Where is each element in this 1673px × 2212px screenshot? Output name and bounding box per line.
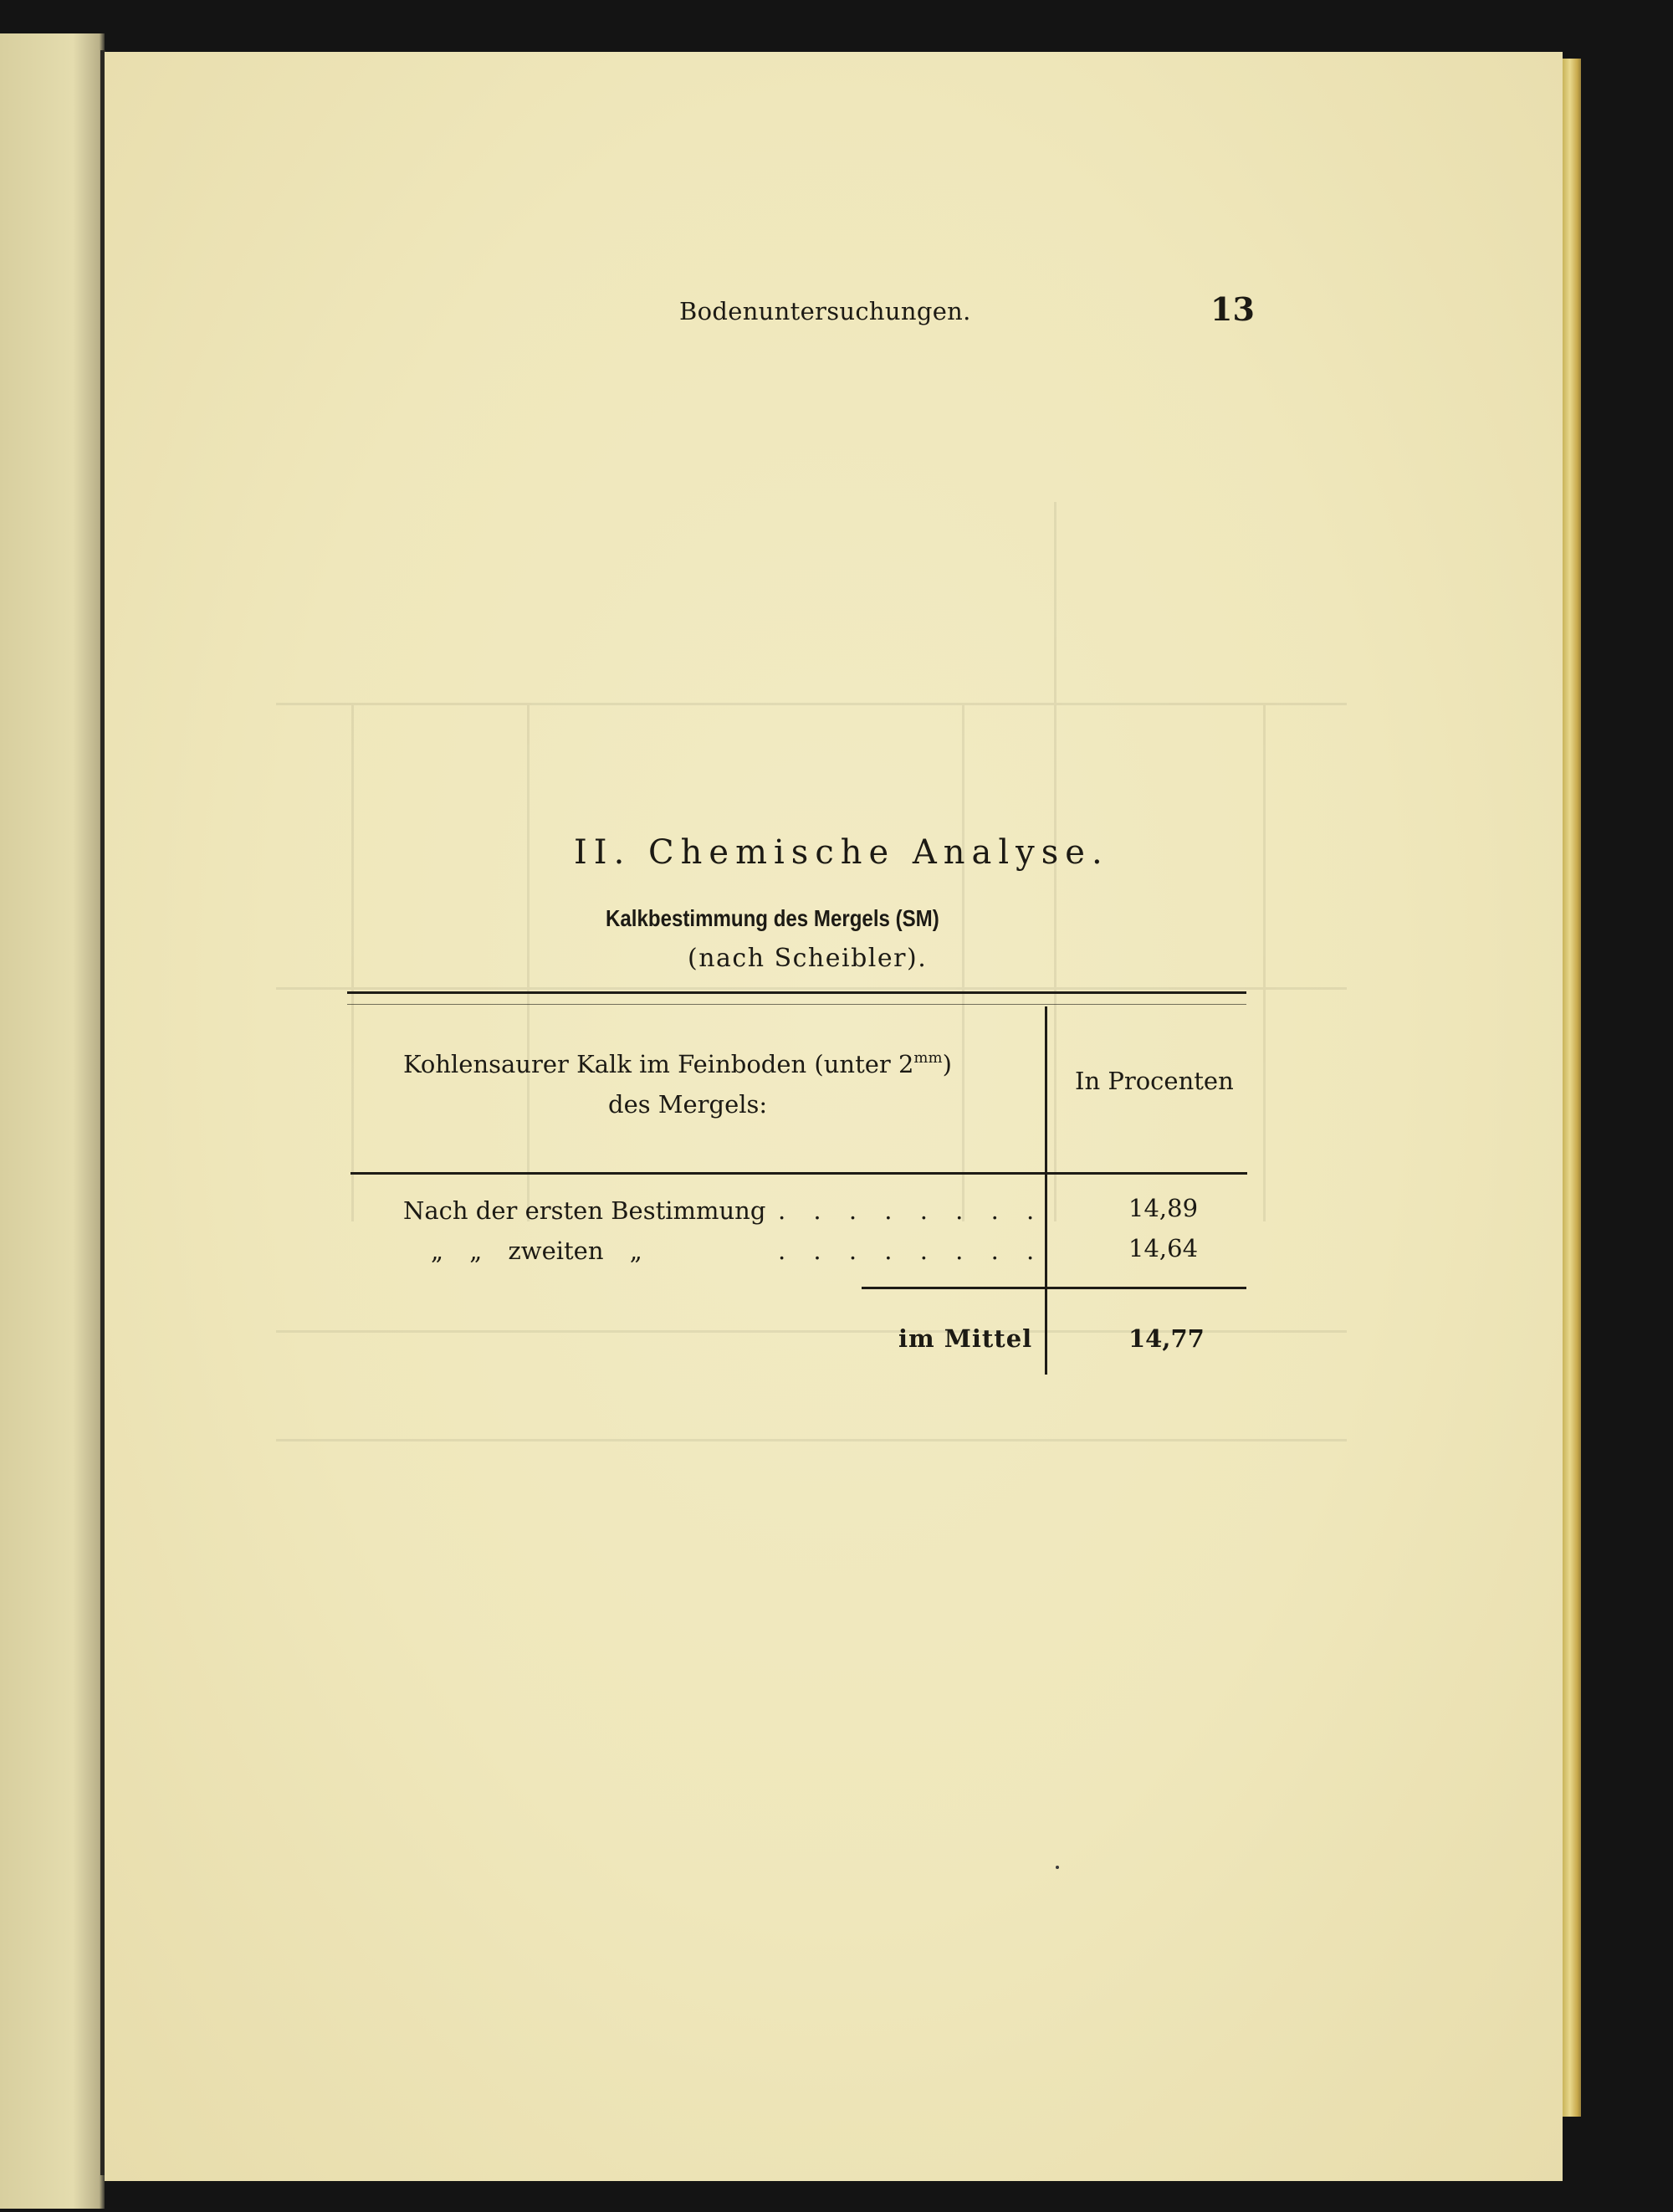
- dot-leader: . . . . . . . .: [778, 1237, 1045, 1265]
- page-header: [0, 290, 1673, 339]
- column-header-left-text: Kohlensaurer Kalk im Feinboden (unter 2: [403, 1050, 914, 1078]
- column-header-left-close: ): [942, 1050, 952, 1078]
- book-page: [105, 52, 1563, 2181]
- running-title: Bodenuntersuchungen.: [679, 297, 971, 325]
- table-row-label: Nach der ersten Bestimmung: [403, 1196, 766, 1225]
- table-top-rule-thin: [347, 1004, 1246, 1005]
- table-row-value: 14,89: [1128, 1194, 1199, 1222]
- table-row-value: 14,64: [1128, 1234, 1199, 1262]
- table-row-label: „ „ zweiten „: [431, 1237, 642, 1265]
- page-speck: [1056, 1866, 1059, 1869]
- table-subtitle: Kalkbestimmung des Mergels (SM): [606, 905, 939, 931]
- table-top-rule: [347, 991, 1246, 994]
- column-header-right: In Procenten: [1075, 1067, 1234, 1095]
- column-divider: [1045, 1006, 1047, 1375]
- mean-value: 14,77: [1128, 1324, 1205, 1353]
- unit-mm: mm: [913, 1049, 943, 1067]
- header-bottom-rule: [350, 1172, 1247, 1175]
- gilt-page-edge: [1563, 59, 1581, 2117]
- page-number: 13: [1210, 290, 1255, 328]
- mean-label: im Mittel: [898, 1324, 1033, 1353]
- column-header-left: [403, 1050, 952, 1078]
- section-title: II. Chemische Analyse.: [574, 833, 1109, 872]
- mean-rule: [862, 1287, 1246, 1289]
- dot-leader: . . . . . . . .: [778, 1196, 1045, 1225]
- method-note: (nach Scheibler).: [688, 944, 928, 973]
- column-header-left-line2: des Mergels:: [608, 1090, 768, 1119]
- left-page-edge: [0, 33, 105, 2209]
